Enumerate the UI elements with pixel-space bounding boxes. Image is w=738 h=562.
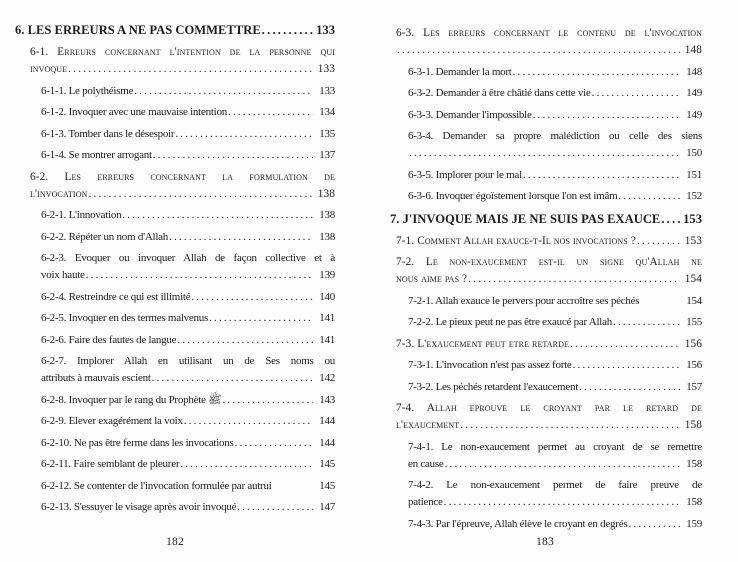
- toc-entry-lastline: [396, 336, 702, 353]
- toc-entry: [30, 44, 335, 78]
- toc-page-number: 153: [683, 211, 702, 226]
- toc-page-number: 142: [319, 372, 335, 384]
- toc-entry-text: en cause: [408, 457, 444, 470]
- toc-entry: [41, 126, 335, 143]
- toc-entry-text: 6-2-5. Invoquer en des termes malvenus: [41, 312, 209, 324]
- toc-entry-line: 6-2. Les erreurs concernant la formulation de: [30, 170, 335, 183]
- dot-leader: [570, 336, 680, 353]
- toc-page-number: 139: [319, 269, 335, 281]
- toc-entry-line: 6-2-3. Evoquer ou invoquer Allah de façon collective et à: [41, 252, 335, 264]
- toc-entry-text: 7-2-2. Le pieux peut ne pas être exaucé par Allah: [408, 316, 612, 328]
- toc-entry: [41, 392, 335, 409]
- toc-entry: [41, 229, 335, 246]
- dot-leader: [409, 145, 680, 162]
- toc-entry-text: 6-2-4. Restreindre ce qui est illimité: [41, 290, 191, 303]
- toc-entry-lastline: [390, 210, 702, 228]
- dot-leader: [68, 61, 313, 78]
- toc-page-number: 157: [686, 380, 702, 393]
- toc-page-number: 148: [686, 65, 702, 78]
- toc-page-number: 145: [319, 479, 335, 492]
- toc-entry: [41, 83, 335, 100]
- dot-leader: [618, 188, 680, 205]
- toc-entry-lastline: [408, 494, 702, 511]
- toc-entry: [41, 310, 335, 327]
- toc-page-number: 134: [319, 106, 335, 118]
- dot-leader: [468, 271, 680, 288]
- toc-page-number: 150: [686, 147, 702, 159]
- toc-entry-lastline: [41, 104, 335, 121]
- toc-page-number: 154: [684, 273, 702, 285]
- dot-leader: [661, 210, 680, 228]
- toc-page-number: 149: [686, 87, 702, 99]
- dot-leader: [180, 456, 313, 473]
- toc-entry-text: 6-2-11. Faire semblant de pleurer: [41, 458, 180, 470]
- toc-entry-lastline: [408, 145, 702, 162]
- toc-entry: [408, 64, 702, 81]
- toc-entry-lastline: [41, 207, 335, 224]
- toc-entry: [41, 104, 335, 121]
- toc-entry-text: 6-3-6. Invoquer égoïstement lorsque l'on est imâm: [408, 190, 618, 202]
- dot-leader: [184, 413, 313, 430]
- toc-entry-text: 6-2-12. Se contenter de l'invocation formulée par autrui: [41, 479, 272, 492]
- toc-page-number: 154: [686, 294, 702, 307]
- toc-entry-text: invoque: [30, 63, 68, 75]
- toc-entry-lastline: [408, 456, 702, 473]
- dot-leader: [88, 186, 313, 203]
- toc-entry-text: voix haute: [41, 269, 85, 281]
- toc-entry-lastline: [41, 310, 335, 327]
- toc-page-number: 156: [684, 337, 702, 350]
- dot-leader: [460, 417, 680, 434]
- toc-entry: [408, 188, 702, 205]
- toc-entry: [408, 439, 702, 473]
- dot-leader: [237, 499, 313, 516]
- toc-page-number: 153: [684, 234, 702, 247]
- toc-entry: [390, 210, 702, 228]
- dot-leader: [122, 207, 313, 224]
- dot-leader: [573, 357, 680, 374]
- toc-entry: [408, 477, 702, 511]
- dot-leader: [523, 167, 680, 184]
- toc-entry-line: 6-2-7. Implorer Allah en utilisant un de Ses noms ou: [41, 355, 335, 367]
- toc-entry: [41, 147, 335, 164]
- toc-page-number: 151: [686, 168, 702, 181]
- toc-page-number: 140: [319, 290, 335, 303]
- toc-page-number: 156: [686, 359, 702, 371]
- toc-entry-text: 6-3-2. Demander à être châtié dans cette vie: [408, 87, 591, 99]
- toc-page-number: 133: [316, 23, 335, 37]
- toc-entry-line: 7-4. Allah eprouve le croyant par le retard de: [396, 402, 702, 414]
- toc-entry-lastline: [41, 267, 335, 284]
- toc-entry-lastline: [408, 167, 702, 184]
- toc-page-number: 141: [319, 312, 335, 324]
- dot-leader: [175, 126, 313, 143]
- toc-entry-lastline: [396, 42, 702, 59]
- toc-entry: [30, 169, 335, 203]
- toc-entry-text: 6-2-13. S'essuyer le visage après avoir invoqué: [41, 501, 237, 513]
- toc-entry-text: 7-3. L'exaucement peut etre retarde: [396, 337, 569, 350]
- toc-entry-lastline: [41, 499, 335, 516]
- toc-entry: [15, 21, 335, 39]
- toc-entry: [41, 250, 335, 284]
- toc-entry: [396, 25, 702, 59]
- toc-entry-lastline: [41, 435, 335, 452]
- toc-entry-lastline: [30, 61, 335, 78]
- toc-entry: [41, 435, 335, 452]
- toc-entry-lastline: [408, 107, 702, 124]
- toc-entry-text: l'invocation: [30, 187, 88, 200]
- dot-leader: [533, 107, 680, 124]
- dot-leader: [613, 314, 680, 331]
- toc-entry: [396, 233, 702, 250]
- toc-entry-lastline: [396, 417, 702, 434]
- dot-leader: [513, 64, 680, 81]
- toc-page-number: 138: [319, 230, 335, 243]
- toc-entry-lastline: [41, 413, 335, 430]
- toc-entry: [408, 357, 702, 374]
- dot-leader: [262, 21, 313, 39]
- dot-leader: [445, 456, 680, 473]
- toc-entry-lastline: [408, 293, 702, 310]
- toc-entry-lastline: [41, 332, 335, 349]
- toc-page-number: 148: [684, 44, 702, 56]
- toc-entry: [41, 499, 335, 516]
- toc-entry-line: 6-3. Les erreurs concernant le contenu de l'invocation: [396, 27, 702, 39]
- toc-entry-text: 6-1-4. Se montrer arrogant: [41, 149, 152, 161]
- toc-entry-line: 6-1. Erreurs concernant l'intention de la personne qui: [30, 46, 335, 58]
- toc-entry-text: 7-2-1. Allah exauce le pervers pour accroître ses péchés: [408, 294, 640, 307]
- toc-entry: [408, 516, 702, 533]
- toc-entry-lastline: [41, 456, 335, 473]
- toc-entry-text: 6-3-3. Demander l'impossible: [408, 108, 532, 121]
- folio-number: 182: [166, 536, 184, 548]
- toc-entry: [408, 293, 702, 310]
- dot-leader: [228, 104, 313, 121]
- toc-entry-text: 6-2-8. Invoquer par le rang du Prophète ﷺ: [41, 393, 222, 406]
- dot-leader: [177, 332, 313, 349]
- toc-entry-lastline: [408, 357, 702, 374]
- toc-entry-text: 6-2-1. L'innovation: [41, 209, 122, 221]
- toc-entry-lastline: [41, 147, 335, 164]
- dot-leader: [235, 435, 313, 452]
- toc-page-number: 152: [686, 190, 702, 202]
- dot-leader: [397, 42, 680, 59]
- toc-entry: [41, 413, 335, 430]
- dot-leader: [592, 85, 680, 102]
- toc-page-number: 144: [319, 415, 335, 427]
- toc-entry-text: 7. J'INVOQUE MAIS JE NE SUIS PAS EXAUCE: [390, 211, 661, 226]
- toc-entry: [408, 107, 702, 124]
- toc-entry-lastline: [41, 478, 335, 495]
- toc-page-number: 143: [319, 393, 335, 406]
- toc-page-left: [15, 21, 335, 521]
- toc-entry: [41, 478, 335, 495]
- toc-entry-text: 6-2-9. Elever exagérément la voix: [41, 415, 183, 427]
- toc-entry: [41, 456, 335, 473]
- toc-page-number: 145: [319, 458, 335, 470]
- toc-entry-text: l'exaucement: [396, 419, 460, 431]
- toc-entry-text: 7-1. Comment Allah exauce-t-Il nos invocations ?: [396, 234, 636, 247]
- toc-entry: [408, 128, 702, 162]
- toc-page-number: 135: [319, 127, 335, 140]
- toc-entry-text: nous aime pas ?: [396, 273, 468, 285]
- toc-page-number: 159: [686, 517, 702, 530]
- toc-entry-text: 7-3-2. Les péchés retardent l'exaucement: [408, 380, 579, 393]
- toc-entry-line: 7-4-1. Le non-exaucement permet au croyant de se remettre: [408, 440, 702, 453]
- toc-entry-text: 6-2-6. Faire des fautes de langue: [41, 333, 177, 346]
- dot-leader: [637, 233, 680, 250]
- toc-entry-line: 7-4-2. Le non-exaucement permet de faire preuve de: [408, 479, 702, 491]
- toc-page-number: 133: [317, 63, 335, 75]
- toc-page-number: 144: [319, 436, 335, 449]
- toc-entry: [41, 207, 335, 224]
- toc-page-number: 158: [686, 496, 702, 508]
- dot-leader: [444, 494, 680, 511]
- toc-entry-lastline: [396, 233, 702, 250]
- toc-entry-lastline: [408, 516, 702, 533]
- toc-entry-lastline: [41, 370, 335, 387]
- toc-entry-lastline: [15, 21, 335, 39]
- toc-entry-text: 6-1-3. Tomber dans le désespoir: [41, 127, 175, 140]
- toc-entry-lastline: [408, 314, 702, 331]
- toc-page-number: 158: [684, 419, 702, 431]
- toc-page-number: 138: [319, 209, 335, 221]
- toc-entry-text: patience: [408, 496, 443, 508]
- toc-entry-text: 6-3-1. Demander la mort: [408, 65, 512, 78]
- toc-page-right: [388, 25, 702, 537]
- dot-leader: [169, 229, 313, 246]
- toc-page-number: 138: [317, 187, 335, 200]
- toc-entry-lastline: [408, 188, 702, 205]
- toc-entry-line: 6-3-4. Demander sa propre malédiction ou celle des siens: [408, 130, 702, 142]
- toc-entry-text: attributs à mauvais escient: [41, 372, 151, 384]
- toc-entry-text: 6-1-2. Invoquer avec une mauvaise intention: [41, 106, 227, 118]
- toc-page-number: 133: [319, 84, 335, 97]
- toc-entry: [408, 314, 702, 331]
- toc-page-number: 149: [686, 108, 702, 121]
- toc-entry: [396, 254, 702, 288]
- toc-page-number: 158: [686, 457, 702, 470]
- dot-leader: [152, 370, 313, 387]
- toc-entry-text: 6. LES ERREURS A NE PAS COMMETTRE: [15, 23, 261, 37]
- toc-entry-text: 7-4-3. Par l'épreuve, Allah élève le croyant en degrés: [408, 517, 628, 530]
- toc-entry: [41, 332, 335, 349]
- toc-entry-lastline: [408, 64, 702, 81]
- toc-entry-lastline: [408, 379, 702, 396]
- dot-leader: [86, 267, 313, 284]
- toc-entry-lastline: [30, 186, 335, 203]
- dot-leader: [628, 516, 680, 533]
- toc-page-number: 141: [319, 333, 335, 346]
- toc-entry-lastline: [396, 271, 702, 288]
- dot-leader: [153, 147, 313, 164]
- toc-page-number: 155: [686, 316, 702, 328]
- toc-entry: [408, 167, 702, 184]
- toc-entry-text: 6-2-10. Ne pas être ferme dans les invocations: [41, 436, 234, 449]
- toc-entry-line: 7-2. Le non-exaucement est-il un signe qu'Allah ne: [396, 256, 702, 268]
- toc-entry-lastline: [41, 289, 335, 306]
- dot-leader: [191, 289, 313, 306]
- toc-entry-text: 6-2-2. Répéter un nom d'Allah: [41, 230, 169, 243]
- dot-leader: [222, 392, 313, 409]
- toc-entry-text: 6-3-5. Implorer pour le mal: [408, 168, 522, 181]
- toc-entry: [396, 400, 702, 434]
- folio-number: 183: [536, 536, 554, 548]
- toc-entry-text: 6-1-1. Le polythéisme: [41, 84, 134, 97]
- toc-page-number: 137: [319, 149, 335, 161]
- toc-entry-lastline: [408, 85, 702, 102]
- toc-page-number: 147: [319, 501, 335, 513]
- dot-leader: [209, 310, 313, 327]
- toc-entry-lastline: [41, 83, 335, 100]
- dot-leader: [134, 83, 313, 100]
- toc-entry: [41, 353, 335, 387]
- toc-entry: [408, 379, 702, 396]
- toc-entry: [41, 289, 335, 306]
- toc-entry-lastline: [41, 229, 335, 246]
- toc-entry: [396, 336, 702, 353]
- toc-entry: [408, 85, 702, 102]
- dot-leader: [579, 379, 680, 396]
- toc-entry-lastline: [41, 392, 335, 409]
- toc-entry-text: 7-3-1. L'invocation n'est pas assez forte: [408, 359, 572, 371]
- toc-entry-lastline: [41, 126, 335, 143]
